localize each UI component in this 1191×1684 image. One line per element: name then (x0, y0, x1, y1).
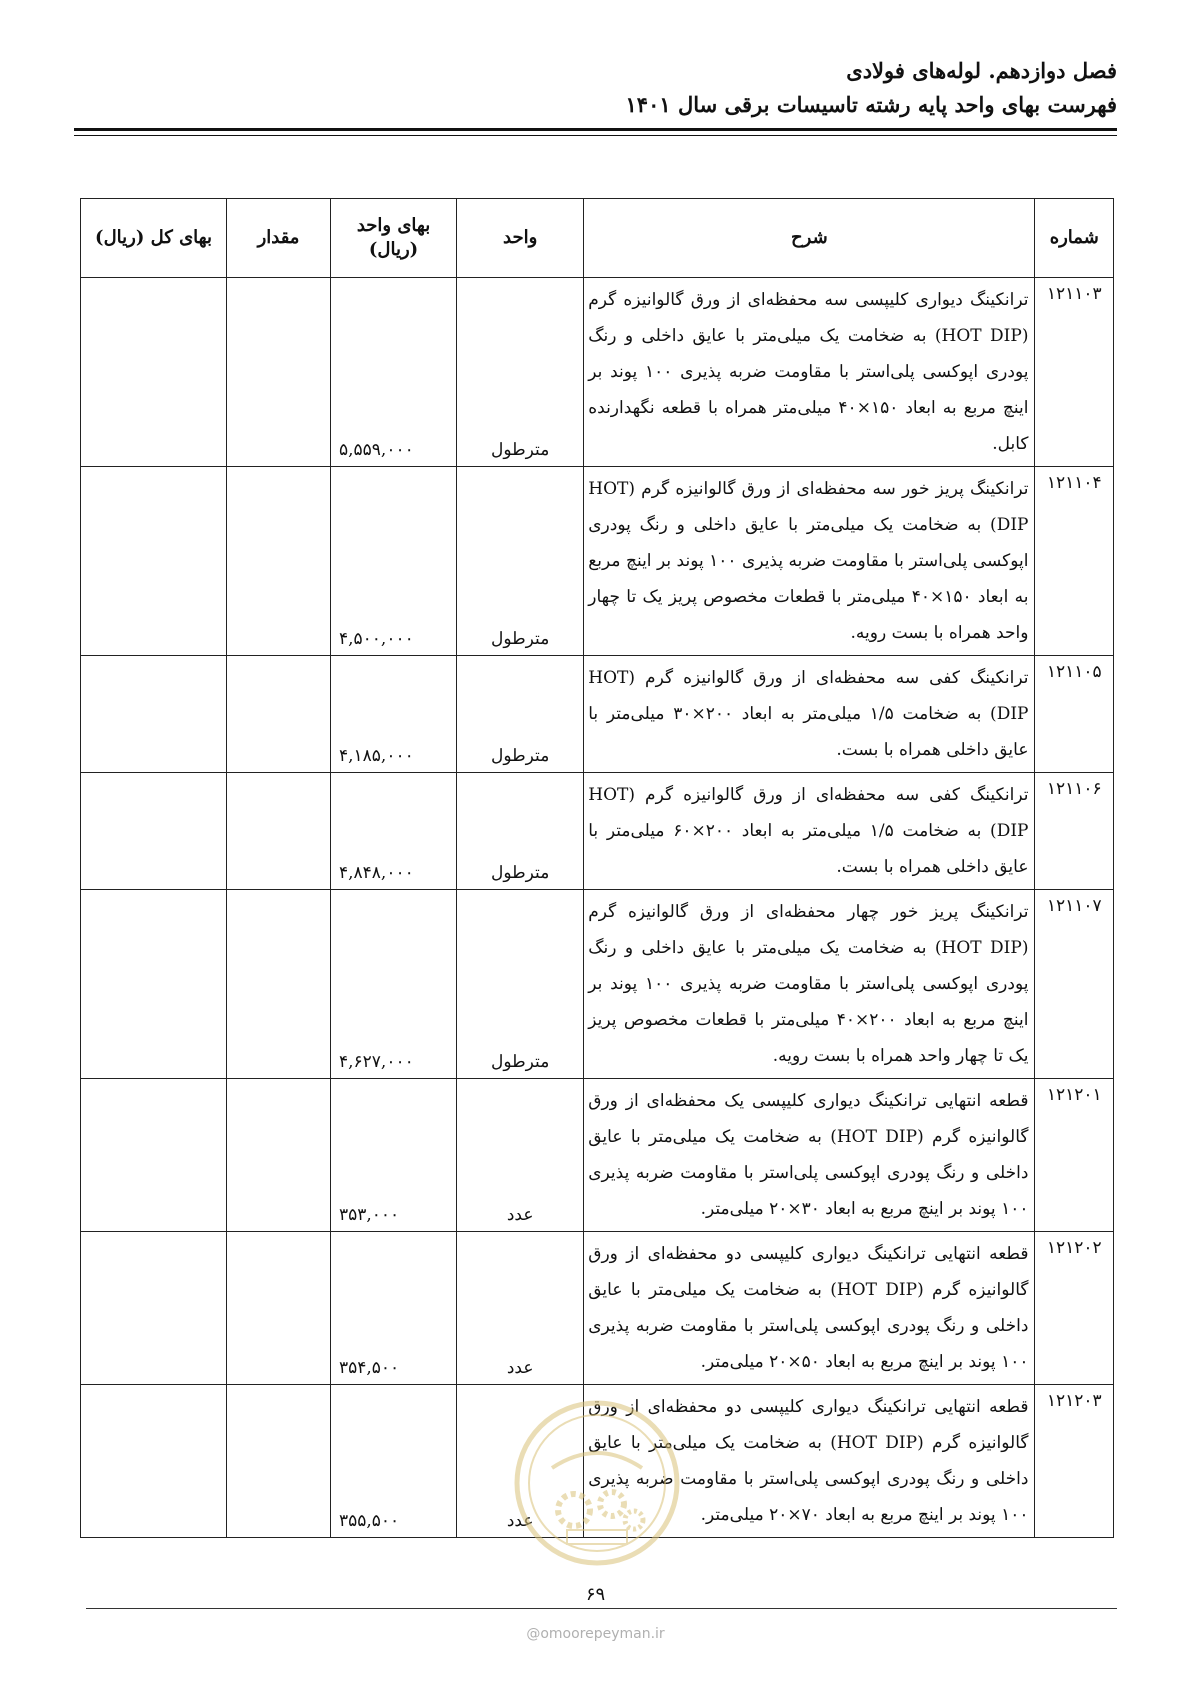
row-quantity[interactable] (227, 1232, 331, 1385)
table-row (81, 773, 1114, 890)
header-unit-price (330, 199, 456, 278)
row-description: ترانکینگ پریز خور چهار محفظه‌ای از ورق گالوانیزه گرم (HOT DIP) به ضخامت یک میلی‌متر با عایق داخلی و رنگ پودری اپوکسی پلی‌استر با مقاومت ضربه پذیری ۱۰۰ پوند بر اینچ مربع به ابعاد ۲۰۰×۴۰ میلی‌متر با قطعات مخصوص پریز یک تا چهار واحد همراه با بست رویه. (584, 890, 1035, 1079)
row-unit-price: ۴,۵۰۰,۰۰۰ (330, 467, 456, 656)
row-quantity[interactable] (227, 890, 331, 1079)
row-total[interactable] (81, 1232, 227, 1385)
row-quantity[interactable] (227, 278, 331, 467)
header-description: شرح (584, 199, 1035, 278)
row-description: ترانکینگ پریز خور سه محفظه‌ای از ورق گالوانیزه گرم (HOT DIP) به ضخامت یک میلی‌متر با عایق داخلی و رنگ پودری اپوکسی پلی‌استر با مقاومت ضربه پذیری ۱۰۰ پوند بر اینچ مربع به ابعاد ۱۵۰×۴۰ میلی‌متر با قطعات مخصوص پریز یک تا چهار واحد همراه با بست رویه. (584, 467, 1035, 656)
row-description: ترانکینگ کفی سه محفظه‌ای از ورق گالوانیزه گرم (HOT DIP) به ضخامت ۱/۵ میلی‌متر به ابعاد ۲۰۰×۶۰ میلی‌متر با عایق داخلی همراه با بست. (584, 773, 1035, 890)
row-total[interactable] (81, 773, 227, 890)
row-code: ۱۲۱۱۰۶ (1035, 773, 1114, 890)
footer-rule (86, 1608, 1117, 1609)
row-unit-price: ۵,۵۵۹,۰۰۰ (330, 278, 456, 467)
row-unit-price: ۳۵۴,۵۰۰ (330, 1232, 456, 1385)
table-row (81, 1385, 1114, 1538)
row-unit-price: ۴,۸۴۸,۰۰۰ (330, 773, 456, 890)
row-description: قطعه انتهایی ترانکینگ دیواری کلیپسی دو محفظه‌ای از ورق گالوانیزه گرم (HOT DIP) به ضخامت یک میلی‌متر با عایق داخلی و رنگ پودری اپوکسی پلی‌استر با مقاومت ضربه پذیری ۱۰۰ پوند بر اینچ مربع به ابعاد ۷۰×۲۰ میلی‌متر. (584, 1385, 1035, 1538)
row-unit: عدد (457, 1385, 584, 1538)
row-code: ۱۲۱۲۰۳ (1035, 1385, 1114, 1538)
table-row (81, 890, 1114, 1079)
table-row (81, 656, 1114, 773)
table-row (81, 1079, 1114, 1232)
header-number: شماره (1035, 199, 1114, 278)
table-row (81, 1232, 1114, 1385)
header-unit: واحد (457, 199, 584, 278)
row-unit: مترطول (457, 656, 584, 773)
price-table (80, 198, 1114, 1538)
row-code: ۱۲۱۱۰۷ (1035, 890, 1114, 1079)
row-quantity[interactable] (227, 656, 331, 773)
row-unit-price: ۴,۶۲۷,۰۰۰ (330, 890, 456, 1079)
header-rule-thick (74, 128, 1117, 131)
page-header (74, 56, 1117, 120)
table-row (81, 278, 1114, 467)
row-unit: مترطول (457, 467, 584, 656)
row-description: قطعه انتهایی ترانکینگ دیواری کلیپسی دو محفظه‌ای از ورق گالوانیزه گرم (HOT DIP) به ضخامت یک میلی‌متر با عایق داخلی و رنگ پودری اپوکسی پلی‌استر با مقاومت ضربه پذیری ۱۰۰ پوند بر اینچ مربع به ابعاد ۵۰×۲۰ میلی‌متر. (584, 1232, 1035, 1385)
page-number: ۶۹ (585, 1584, 606, 1605)
row-total[interactable] (81, 1079, 227, 1232)
row-total[interactable] (81, 656, 227, 773)
row-unit: مترطول (457, 278, 584, 467)
header-unit-price-label: بهای واحد (356, 215, 431, 236)
row-total[interactable] (81, 890, 227, 1079)
row-code: ۱۲۱۲۰۱ (1035, 1079, 1114, 1232)
row-unit-price: ۳۵۵,۵۰۰ (330, 1385, 456, 1538)
row-unit: عدد (457, 1079, 584, 1232)
table-header-row (81, 199, 1114, 278)
row-total[interactable] (81, 1385, 227, 1538)
row-quantity[interactable] (227, 773, 331, 890)
table-row (81, 467, 1114, 656)
header-unit-price-currency: (ریال) (368, 239, 419, 260)
chapter-title: فصل دوازدهم. لوله‌های فولادی (846, 58, 1117, 83)
document-title: فهرست بهای واحد پایه رشته تاسیسات برقی سال ۱۴۰۱ (625, 92, 1117, 117)
header-rule-thin (74, 135, 1117, 136)
row-quantity[interactable] (227, 1385, 331, 1538)
row-unit: مترطول (457, 890, 584, 1079)
header-total: بهای کل (ریال) (81, 199, 227, 278)
row-quantity[interactable] (227, 1079, 331, 1232)
header-quantity: مقدار (227, 199, 331, 278)
website-watermark: @omoorepeyman.ir (526, 1626, 665, 1642)
row-unit: عدد (457, 1232, 584, 1385)
row-total[interactable] (81, 278, 227, 467)
row-description: قطعه انتهایی ترانکینگ دیواری کلیپسی یک محفظه‌ای از ورق گالوانیزه گرم (HOT DIP) به ضخامت یک میلی‌متر با عایق داخلی و رنگ پودری اپوکسی پلی‌استر با مقاومت ضربه پذیری ۱۰۰ پوند بر اینچ مربع به ابعاد ۳۰×۲۰ میلی‌متر. (584, 1079, 1035, 1232)
row-description: ترانکینگ دیواری کلیپسی سه محفظه‌ای از ورق گالوانیزه گرم (HOT DIP) به ضخامت یک میلی‌متر با عایق داخلی و رنگ پودری اپوکسی پلی‌استر با مقاومت ضربه پذیری ۱۰۰ پوند بر اینچ مربع به ابعاد ۱۵۰×۴۰ میلی‌متر همراه با قطعه نگهدارنده کابل. (584, 278, 1035, 467)
row-code: ۱۲۱۱۰۴ (1035, 467, 1114, 656)
row-total[interactable] (81, 467, 227, 656)
row-unit: مترطول (457, 773, 584, 890)
row-code: ۱۲۱۱۰۵ (1035, 656, 1114, 773)
row-unit-price: ۳۵۳,۰۰۰ (330, 1079, 456, 1232)
row-unit-price: ۴,۱۸۵,۰۰۰ (330, 656, 456, 773)
row-quantity[interactable] (227, 467, 331, 656)
row-code: ۱۲۱۱۰۳ (1035, 278, 1114, 467)
row-description: ترانکینگ کفی سه محفظه‌ای از ورق گالوانیزه گرم (HOT DIP) به ضخامت ۱/۵ میلی‌متر به ابعاد ۲۰۰×۳۰ میلی‌متر با عایق داخلی همراه با بست. (584, 656, 1035, 773)
row-code: ۱۲۱۲۰۲ (1035, 1232, 1114, 1385)
